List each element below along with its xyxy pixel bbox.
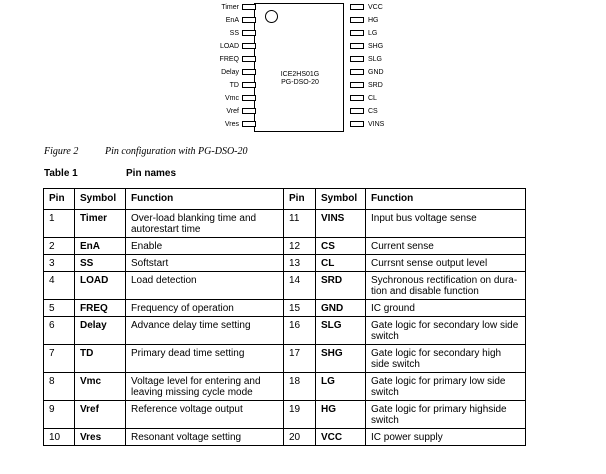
pin-cell: 20 (284, 429, 316, 446)
function-cell: Sychronous rectification on dura-tion and disable function (366, 272, 526, 300)
package-name: PG-DSO-20 (281, 79, 319, 86)
function-cell: IC power supply (366, 429, 526, 446)
left-pin-label: Vres (224, 121, 239, 128)
table-row (44, 255, 526, 272)
pin-cell: 16 (284, 317, 316, 345)
left-pin (226, 16, 254, 26)
function-cell: Input bus voltage sense (366, 210, 526, 238)
symbol-cell: LOAD (75, 272, 126, 300)
left-pin-label: Timer (221, 4, 239, 11)
header-function: Function (366, 189, 526, 210)
pin-cell: 10 (44, 429, 75, 446)
pin-lead (242, 108, 256, 114)
pin-lead (242, 82, 256, 88)
function-cell: Gate logic for primary low side switch (366, 373, 526, 401)
right-pin (352, 3, 383, 13)
header-symbol: Symbol (316, 189, 366, 210)
right-pin-label: VCC (368, 4, 383, 11)
pin-cell: 1 (44, 210, 75, 238)
right-pin-label: GND (368, 69, 384, 76)
symbol-cell: VCC (316, 429, 366, 446)
pin-lead (242, 43, 256, 49)
pin-cell: 3 (44, 255, 75, 272)
pin-lead (350, 95, 364, 101)
header-symbol: Symbol (75, 189, 126, 210)
right-pin-label: VINS (368, 121, 385, 128)
pin-cell: 18 (284, 373, 316, 401)
left-pin-label: TD (229, 82, 239, 89)
pin-cell: 4 (44, 272, 75, 300)
pin-lead (350, 17, 364, 23)
pin-names-table (43, 188, 526, 446)
pin-lead (242, 121, 256, 127)
pin-cell: 13 (284, 255, 316, 272)
right-pin (352, 107, 378, 117)
table-row (44, 272, 526, 300)
header-pin: Pin (284, 189, 316, 210)
table-row (44, 210, 526, 238)
right-pin (352, 81, 383, 91)
table-row (44, 238, 526, 255)
pin-lead (242, 17, 256, 23)
table-row (44, 373, 526, 401)
pin-lead (350, 56, 364, 62)
right-pin-label: SRD (368, 82, 383, 89)
function-cell: Gate logic for secondary low side switch (366, 317, 526, 345)
left-pin (230, 81, 254, 91)
table-row (44, 317, 526, 345)
left-pin-label: LOAD (219, 43, 239, 50)
table-title: Pin names (126, 168, 177, 179)
pin-lead (242, 69, 256, 75)
symbol-cell: SHG (316, 345, 366, 373)
right-pin-label: CL (368, 95, 377, 102)
pin-lead (350, 82, 364, 88)
pin1-marker (265, 10, 278, 23)
symbol-cell: SS (75, 255, 126, 272)
function-cell: Over-load blanking time and autorestart time (126, 210, 284, 238)
function-cell: Resonant voltage setting (126, 429, 284, 446)
function-cell: Voltage level for entering and leaving missing cycle mode (126, 373, 284, 401)
table-row (44, 401, 526, 429)
left-pin-label: SS (229, 30, 239, 37)
function-cell: Enable (126, 238, 284, 255)
left-pin (226, 107, 254, 117)
pin-lead (350, 69, 364, 75)
symbol-cell: FREQ (75, 300, 126, 317)
symbol-cell: CS (316, 238, 366, 255)
left-pin-label: EnA (225, 17, 239, 24)
function-cell: IC ground (366, 300, 526, 317)
left-pin (220, 42, 254, 52)
right-pin-label: CS (368, 108, 378, 115)
symbol-cell: Vref (75, 401, 126, 429)
symbol-cell: SLG (316, 317, 366, 345)
pin-cell: 19 (284, 401, 316, 429)
symbol-cell: Timer (75, 210, 126, 238)
symbol-cell: EnA (75, 238, 126, 255)
pin-cell: 12 (284, 238, 316, 255)
right-pin (352, 42, 383, 52)
left-pin (221, 68, 254, 78)
figure-title: Pin configuration with PG-DSO-20 (105, 146, 248, 157)
left-pin (221, 3, 254, 13)
right-pin-label: SLG (368, 56, 383, 63)
symbol-cell: LG (316, 373, 366, 401)
header-function: Function (126, 189, 284, 210)
ic-package-body (254, 3, 344, 132)
right-pin (352, 29, 377, 39)
symbol-cell: Delay (75, 317, 126, 345)
right-pin (352, 120, 384, 130)
right-pin-label: HG (368, 17, 379, 24)
pin-cell: 11 (284, 210, 316, 238)
pin-cell: 6 (44, 317, 75, 345)
pin-cell: 14 (284, 272, 316, 300)
symbol-cell: VINS (316, 210, 366, 238)
pin-cell: 17 (284, 345, 316, 373)
right-pin (352, 94, 377, 104)
right-pin (352, 55, 382, 65)
function-cell: Gate logic for primary highside switch (366, 401, 526, 429)
symbol-cell: GND (316, 300, 366, 317)
symbol-cell: Vres (75, 429, 126, 446)
pin-lead (242, 95, 256, 101)
function-cell: Currsnt sense output level (366, 255, 526, 272)
symbol-cell: CL (316, 255, 366, 272)
table-row (44, 300, 526, 317)
left-pin-label: FREQ (219, 56, 239, 63)
pin-cell: 5 (44, 300, 75, 317)
left-pin (225, 120, 254, 130)
function-cell: Current sense (366, 238, 526, 255)
left-pin-label: Delay (221, 69, 239, 76)
symbol-cell: TD (75, 345, 126, 373)
symbol-cell: HG (316, 401, 366, 429)
symbol-cell: SRD (316, 272, 366, 300)
pin-lead (350, 108, 364, 114)
right-pin-label: LG (368, 30, 378, 37)
pinout-diagram (0, 0, 606, 140)
table-row (44, 345, 526, 373)
function-cell: Gate logic for secondary high side switch (366, 345, 526, 373)
right-pin-label: SHG (368, 43, 384, 50)
pin-lead (350, 121, 364, 127)
table-header-row (44, 189, 526, 210)
header-pin: Pin (44, 189, 75, 210)
pin-lead (242, 30, 256, 36)
left-pin (225, 94, 254, 104)
pin-cell: 2 (44, 238, 75, 255)
figure-number: Figure 2 (44, 146, 79, 157)
function-cell: Advance delay time setting (126, 317, 284, 345)
pin-lead (242, 4, 256, 10)
symbol-cell: Vmc (75, 373, 126, 401)
pin-lead (350, 4, 364, 10)
table-row (44, 429, 526, 446)
function-cell: Frequency of operation (126, 300, 284, 317)
function-cell: Load detection (126, 272, 284, 300)
function-cell: Primary dead time setting (126, 345, 284, 373)
left-pin-label: Vmc (225, 95, 239, 102)
left-pin-label: Vref (226, 108, 239, 115)
pin-lead (242, 56, 256, 62)
pin-cell: 9 (44, 401, 75, 429)
pin-lead (350, 30, 364, 36)
function-cell: Reference voltage output (126, 401, 284, 429)
chip-name: ICE2HS01G (280, 71, 320, 78)
left-pin (220, 55, 254, 65)
pin-cell: 15 (284, 300, 316, 317)
pin-lead (350, 43, 364, 49)
table-number: Table 1 (44, 168, 78, 179)
pin-cell: 7 (44, 345, 75, 373)
function-cell: Softstart (126, 255, 284, 272)
pin-cell: 8 (44, 373, 75, 401)
right-pin (352, 68, 384, 78)
left-pin (230, 29, 254, 39)
right-pin (352, 16, 379, 26)
